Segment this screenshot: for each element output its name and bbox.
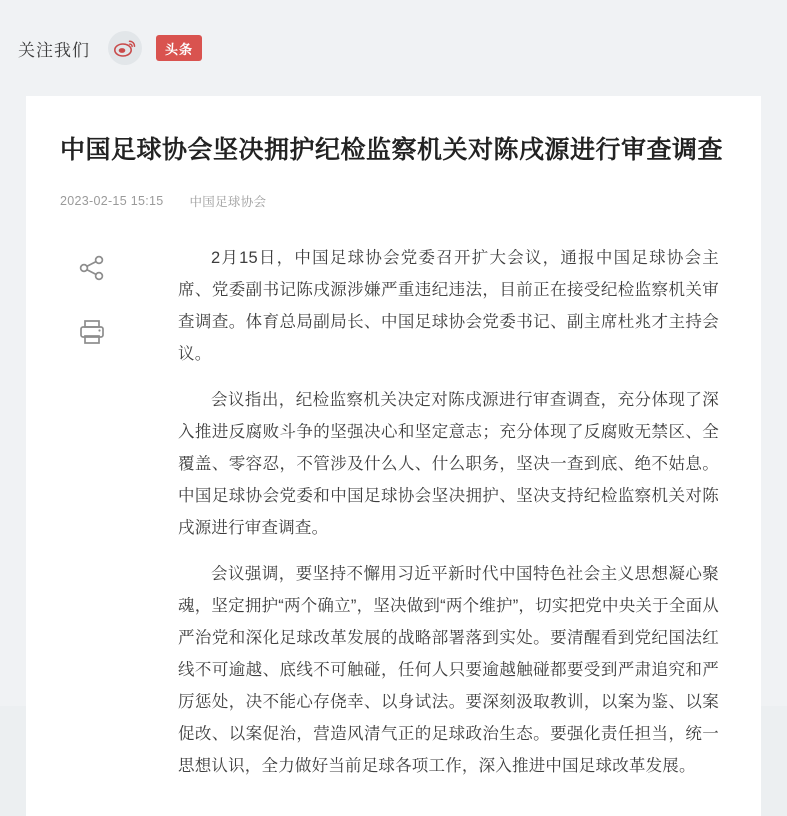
toutiao-label: 头条 xyxy=(164,41,193,57)
article-paragraph: 2月15日，中国足球协会党委召开扩大会议，通报中国足球协会主席、党委副书记陈戌源涉嫌严重违纪违法，目前正在接受纪检监察机关审查调查。体育总局副局长、中国足球协会党委书记、副主席杜兆才主持会议。 xyxy=(178,249,719,363)
weibo-icon[interactable] xyxy=(108,31,142,65)
article-text xyxy=(178,242,727,796)
article-paragraph: 会议强调，要坚持不懈用习近平新时代中国特色社会主义思想凝心聚魂，坚定拥护“两个确立”，坚决做到“两个维护”，切实把党中央关于全面从严治党和深化足球改革发展的战略部署落到实处。要清醒看到党纪国法红线不可逾越、底线不可触碰，任何人只要逾越触碰都要受到严肃追究和严厉惩处，决不能心存侥幸、以身试法。要深刻汲取教训，以案为鉴、以案促改、以案促治，营造风清气正的足球政治生态。要强化责任担当，统一思想认识，全力做好当前足球各项工作，深入推进中国足球改革发展。 xyxy=(178,565,719,775)
article-paragraph: 会议指出，纪检监察机关决定对陈戌源进行审查调查，充分体现了深入推进反腐败斗争的坚强决心和坚定意志；充分体现了反腐败无禁区、全覆盖、零容忍，不管涉及什么人、什么职务，坚决一查到底、绝不姑息。中国足球协会党委和中国足球协会坚决拥护、坚决支持纪检监察机关对陈戌源进行审查调查。 xyxy=(178,391,719,537)
page-title: 中国足球协会坚决拥护纪检监察机关对陈戌源进行审查调查 xyxy=(60,136,724,164)
publish-time: 2023-02-15 15:15 xyxy=(60,194,164,208)
toutiao-icon[interactable] xyxy=(156,35,202,61)
article-card xyxy=(26,96,761,816)
share-icon[interactable] xyxy=(74,250,110,286)
article-source: 中国足球协会 xyxy=(189,195,267,209)
follow-us-bar xyxy=(0,0,787,96)
tool-rail xyxy=(60,242,178,796)
article-meta xyxy=(60,192,727,210)
follow-us-label: 关注我们 xyxy=(18,40,90,60)
article-body-wrap xyxy=(60,242,727,796)
print-icon[interactable] xyxy=(74,314,110,350)
